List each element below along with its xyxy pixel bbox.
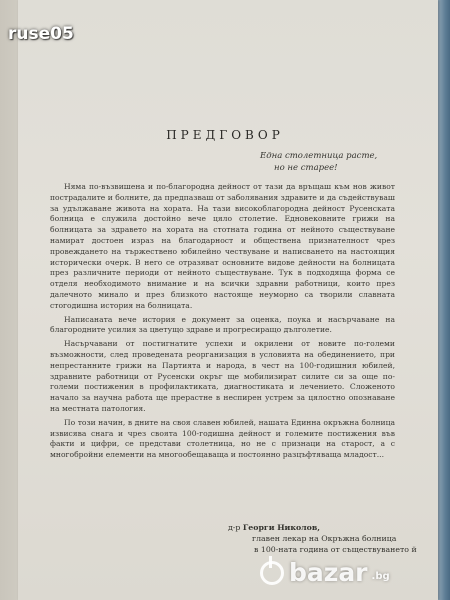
page-heading: ПРЕДГОВОР [166, 128, 284, 142]
signature-name: Георги Николов, [242, 523, 321, 532]
site-logo [260, 558, 390, 587]
epigraph-line-1: Една столетница расте, [260, 151, 378, 161]
logo-text: bazar [289, 558, 368, 587]
paragraph-4: По този начин, в дните на своя славен юбилей, нашата Единна окръжна болница извисява снага и чрез своята 100-годишна дейност и големите постижения във факти и цифри, се представи столетница, но не с признаци на старост, а с многобройни елементи на многообещаваща и постоянно разцъфтяваща младост... [50, 417, 395, 460]
paragraph-1: Няма по-възвишена и по-благородна дейност от тази да връщаш към нов живот пострадалите и болните, да предпазваш от заболявания здравите и да съдействуваш за удължаване живота на хората. На тази високоблагородна дейност Русенската болница е служила достойно вече цяло столетие. Едновековните грижи на болницата за здравето на хората на стотната година от нейното съществуване намират достоен израз на благодарност и обществена признателност чрез провеждането на тържествено юбилейно чествуване и написването на настоящия исторически очерк. В него се отразяват основните видове дейности на болницата през различните периоди от нейното съществуване. Тук в подходяща форма се отделя необходимото внимание и на всички здравни работници, които през далечното минало и през близкото настояще неуморно са творили славната стогодишна история на болницата. [50, 182, 395, 310]
signature-title: д-р [228, 523, 241, 532]
signature-position: главен лекар на Окръжна болница [252, 534, 397, 543]
signature-occasion: в 100-ната година от съществуването й [254, 545, 417, 554]
paragraph-2: Написаната вече история е документ за оценка, поука и насърчаване на благородните усилия за цветущо здраве и прогресиращо дълголетие. [50, 314, 395, 335]
signature-block [228, 522, 428, 555]
body-text [50, 182, 395, 464]
book-cover-edge [438, 0, 450, 600]
bazar-logo-icon [260, 561, 284, 585]
epigraph-line-2: но не старее! [274, 163, 338, 173]
paragraph-3: Насърчавани от постигнатите успехи и окрилени от новите по-големи възможности, след проведената реорганизация в условията на обединението, при непрестанните грижи на Партията и народа, в чест на 100-годишния юбилей, здравните работници от Русенски окръг ще мобилизират силите си за още по-големи постижения в профилактиката, диагностиката и лечението. Сложеното начало за научна работа ще прерастне в неспирен устрем за цялостно опознаване на местната патология. [50, 339, 395, 413]
logo-tld: .bg [371, 571, 390, 582]
epigraph [260, 150, 410, 174]
watermark-username: ruse05 [8, 24, 74, 44]
